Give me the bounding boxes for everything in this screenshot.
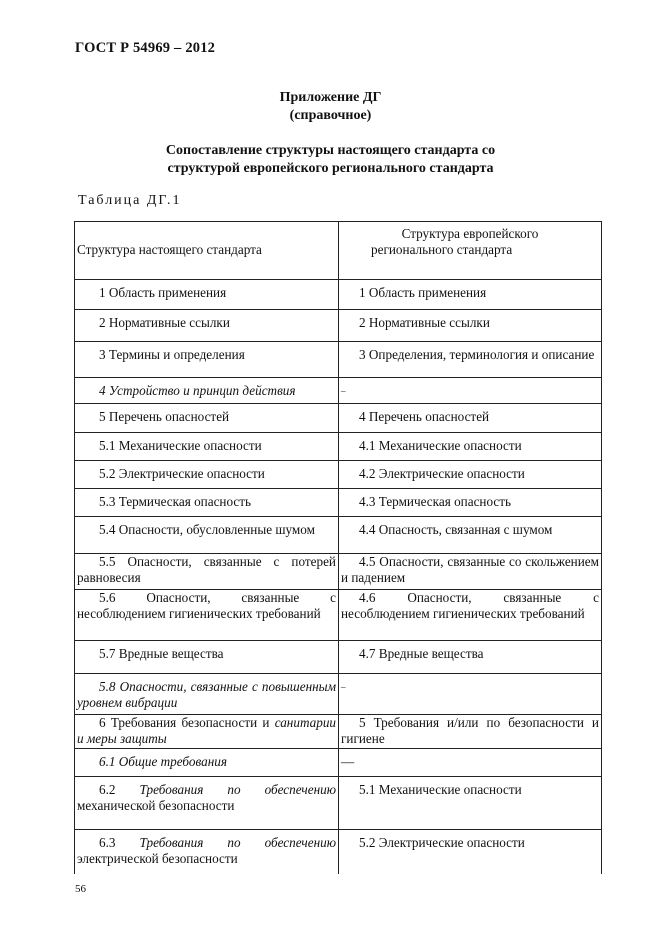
table-row — [75, 433, 602, 461]
table-row — [75, 641, 602, 674]
table-row — [75, 342, 602, 378]
row-right-text: 2 Нормативные ссылки — [359, 315, 490, 330]
row-left-text: 6.1 Общие требования — [99, 754, 227, 769]
appendix-note: (справочное) — [289, 108, 372, 123]
table-row — [75, 517, 602, 554]
row-left-tail: электрической безопасности — [77, 851, 238, 866]
table-row — [75, 830, 602, 874]
table-row — [75, 715, 602, 749]
row-right-cell — [339, 554, 602, 590]
row-left-cell — [75, 590, 339, 641]
row-left-cell — [75, 404, 339, 433]
row-right-cell — [339, 830, 602, 874]
appendix-heading — [0, 89, 661, 125]
row-right-text: – — [341, 386, 346, 396]
row-left-cell — [75, 674, 339, 715]
row-right-text: 1 Область применения — [359, 285, 487, 300]
row-left-text: 5.8 Опасности, связанные с повышенным уровнем вибрации — [77, 679, 336, 710]
table-row — [75, 554, 602, 590]
section-title — [0, 142, 661, 178]
row-right-text: 4 Перечень опасностей — [359, 409, 490, 424]
page-number: 56 — [75, 883, 86, 895]
row-right-cell — [339, 461, 602, 489]
row-right-cell — [339, 489, 602, 517]
row-left-text: 5 Перечень опасностей — [99, 409, 230, 424]
row-right-cell — [339, 342, 602, 378]
row-left-text: 4 Устройство и принцип действия — [99, 383, 296, 398]
table-row — [75, 489, 602, 517]
row-left-text: 3 Термины и определения — [99, 347, 245, 362]
row-right-text: 4.1 Механические опасности — [359, 438, 522, 453]
row-left-cell — [75, 342, 339, 378]
row-left-text — [77, 715, 336, 747]
row-left-cell — [75, 433, 339, 461]
row-right-text: – — [341, 682, 346, 692]
row-right-cell — [339, 777, 602, 830]
row-left-text — [77, 782, 336, 814]
table-row — [75, 310, 602, 342]
row-left-text: 5.3 Термическая опасность — [99, 494, 252, 509]
row-left-cell — [75, 489, 339, 517]
row-left-text: 5.5 Опасности, связанные с потерей равновесия — [77, 554, 336, 585]
row-right-cell — [339, 749, 602, 777]
row-left-text: 5.4 Опасности, обусловленные шумом — [99, 522, 315, 537]
row-left-italic-part: санитарии и меры защиты — [77, 715, 337, 746]
row-right-text: 4.4 Опасность, связанная с шумом — [359, 522, 553, 537]
section-title-line-2: структурой европейского регионального стандарта — [167, 161, 494, 176]
row-left-text: 5.6 Опасности, связанные с несоблюдением гигиенических требований — [77, 590, 336, 621]
row-right-cell — [339, 715, 602, 749]
section-title-line-1: Сопоставление структуры настоящего стандарта со — [165, 143, 496, 158]
row-right-cell — [339, 517, 602, 554]
row-left-text: 5.7 Вредные вещества — [99, 646, 224, 661]
row-left-text — [77, 835, 336, 867]
row-left-tail: механической безопасности — [77, 798, 235, 813]
row-right-cell — [339, 378, 602, 404]
row-right-text: 5.1 Механические опасности — [359, 782, 522, 797]
table-row — [75, 461, 602, 489]
row-right-cell — [339, 641, 602, 674]
row-right-cell — [339, 310, 602, 342]
row-left-number: 6.2 — [99, 782, 116, 797]
table-caption: Таблица ДГ.1 — [78, 193, 182, 208]
row-left-text: 5.2 Электрические опасности — [99, 466, 265, 481]
row-left-number: 6.3 — [99, 835, 116, 850]
table-row — [75, 280, 602, 310]
row-right-cell — [339, 674, 602, 715]
table-row — [75, 777, 602, 830]
appendix-title: Приложение ДГ — [279, 90, 382, 105]
row-right-text: 4.6 Опасности, связанные с несоблюдением гигиенических требований — [341, 590, 599, 621]
table-header-row — [75, 222, 602, 280]
row-left-cell — [75, 554, 339, 590]
row-right-text: 4.5 Опасности, связанные со скольжением и падением — [341, 554, 599, 585]
table-row — [75, 674, 602, 715]
row-left-cell — [75, 280, 339, 310]
row-left-cell — [75, 461, 339, 489]
row-right-text: 4.3 Термическая опасность — [359, 494, 512, 509]
row-right-text: — — [341, 754, 355, 769]
row-right-text: 5 Требования и/или по безопасности и гигиене — [341, 715, 599, 746]
row-right-text: 5.2 Электрические опасности — [359, 835, 525, 850]
row-left-cell — [75, 715, 339, 749]
row-left-plain-part: 6 Требования безопасности и — [99, 715, 270, 730]
column-header-current — [75, 222, 339, 280]
row-left-text: 2 Нормативные ссылки — [99, 315, 230, 330]
row-right-text: 4.7 Вредные вещества — [359, 646, 484, 661]
column-header-european — [339, 222, 602, 280]
row-right-cell — [339, 280, 602, 310]
row-left-cell — [75, 830, 339, 874]
row-left-cell — [75, 378, 339, 404]
row-right-text: 4.2 Электрические опасности — [359, 466, 525, 481]
row-left-cell — [75, 749, 339, 777]
table-row — [75, 749, 602, 777]
row-left-cell — [75, 777, 339, 830]
document-header: ГОСТ Р 54969 – 2012 — [75, 40, 216, 56]
table-row — [75, 404, 602, 433]
column-header-current-text: Структура настоящего стандарта — [77, 242, 262, 257]
row-left-cell — [75, 641, 339, 674]
row-right-cell — [339, 590, 602, 641]
row-left-text: 1 Область применения — [99, 285, 227, 300]
row-left-italic-part: Требования по обеспечению — [139, 835, 337, 850]
row-left-cell — [75, 517, 339, 554]
comparison-table — [74, 221, 602, 874]
row-right-cell — [339, 433, 602, 461]
row-left-text: 5.1 Механические опасности — [99, 438, 262, 453]
row-left-italic-part: Требования по обеспечению — [139, 782, 337, 797]
row-left-cell — [75, 310, 339, 342]
row-right-cell — [339, 404, 602, 433]
row-right-text: 3 Определения, терминология и описание — [359, 347, 595, 362]
table-row — [75, 378, 602, 404]
column-header-european-text: Структура европейского регионального стандарта — [371, 226, 539, 257]
table-row — [75, 590, 602, 641]
